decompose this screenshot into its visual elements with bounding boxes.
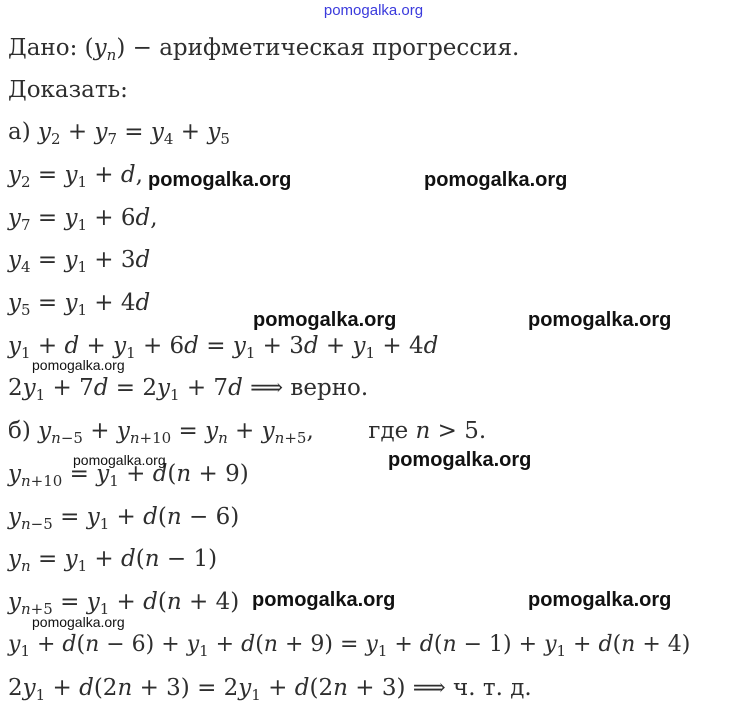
watermark: pomogalka.org bbox=[253, 309, 397, 331]
formula-y5: $y_5 = y_1 + 4d$ bbox=[8, 290, 151, 319]
watermark-small: pomogalka.org bbox=[32, 357, 125, 373]
watermark: pomogalka.org bbox=[528, 309, 672, 331]
site-header-link[interactable]: pomogalka.org bbox=[323, 2, 424, 19]
given-label: Дано: bbox=[8, 35, 78, 61]
qed-text: ч. т. д. bbox=[453, 675, 532, 701]
watermark-small: pomogalka.org bbox=[32, 614, 125, 630]
formula-yn10: $y_{n+10} = y_1 + d(n + 9)$ bbox=[8, 461, 249, 490]
formula-y7: $y_7 = y_1 + 6d$, bbox=[8, 205, 158, 234]
part-b-label: б) bbox=[8, 418, 31, 444]
true-text: верно. bbox=[290, 375, 369, 401]
watermark: pomogalka.org bbox=[424, 169, 568, 191]
formula-y2: $y_2 = y_1 + d$, bbox=[8, 162, 143, 191]
formula-y4: $y_4 = y_1 + 3d$ bbox=[8, 247, 151, 276]
part-b-substitution: $y_1 + d(n - 6) + y_1 + d(n + 9) = y_1 + d(n - 1) + y_1 + d(n + 4)$ bbox=[8, 632, 691, 660]
formula-yn5: $y_{n+5} = y_1 + d(n + 4)$ bbox=[8, 589, 240, 618]
part-a-result: $2y_1 + 7d = 2y_1 + 7d$ ⟹ верно. bbox=[8, 375, 369, 404]
watermark: pomogalka.org bbox=[148, 169, 292, 191]
given-line: Дано: $(y_n)$ − арифметическая прогрессия. bbox=[8, 35, 520, 64]
formula-yn-5: $y_{n-5} = y_1 + d(n - 6)$ bbox=[8, 504, 240, 533]
given-rest: − арифметическая прогрессия. bbox=[132, 35, 520, 61]
watermark-small: pomogalka.org bbox=[73, 452, 166, 468]
prove-line bbox=[8, 75, 128, 105]
part-b-statement: б) $y_{n-5} + y_{n+10} = y_n + y_{n+5}$, где n > 5. bbox=[8, 418, 487, 447]
part-a-statement: а) $y_2 + y_7 = y_4 + y_5$ bbox=[8, 119, 230, 148]
prove-label: Доказать: bbox=[8, 77, 128, 103]
part-a-label: а) bbox=[8, 119, 31, 145]
watermark: pomogalka.org bbox=[528, 589, 672, 611]
watermark: pomogalka.org bbox=[388, 449, 532, 471]
formula-yn: $y_n = y_1 + d(n - 1)$ bbox=[8, 546, 218, 575]
part-a-substitution: $y_1 + d + y_1 + 6d = y_1 + 3d + y_1 + 4d$ bbox=[8, 333, 439, 362]
part-b-result: $2y_1 + d(2n + 3) = 2y_1 + d(2n + 3)$ ⟹ ч. т. д. bbox=[8, 675, 532, 704]
watermark: pomogalka.org bbox=[252, 589, 396, 611]
where-label: где bbox=[368, 418, 409, 444]
